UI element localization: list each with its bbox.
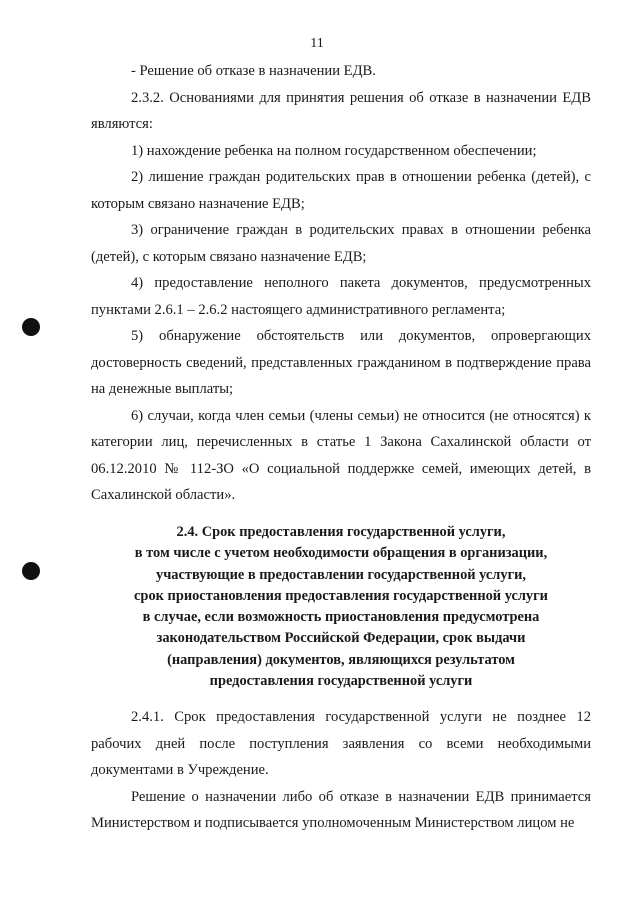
section-title <box>91 522 591 692</box>
section-title-line: предоставления государственной услуги <box>209 673 473 690</box>
section-title-line: срок приостановления предоставления государственной услуги <box>134 587 548 604</box>
paragraph: 2.3.2. Основаниями для принятия решения об отказе в назначении ЕДВ являются: <box>91 89 591 132</box>
punch-hole <box>22 318 40 336</box>
section-title-line: участвующие в предоставлении государственной услуги, <box>156 566 526 583</box>
section-title-line: (направления) документов, являющихся результатом <box>167 651 515 668</box>
body-text-top <box>91 58 591 509</box>
paragraph: 4) предоставление неполного пакета документов, предусмотренных пунктами 2.6.1 – 2.6.2 настоящего административного регламента; <box>91 275 591 318</box>
paragraph: 1) нахождение ребенка на полном государственном обеспечении; <box>131 142 537 159</box>
paragraph: 2) лишение граждан родительских прав в отношении ребенка (детей), с которым связано назначение ЕДВ; <box>91 169 591 212</box>
section-title-line: в случае, если возможность приостановления предусмотрена <box>142 609 540 626</box>
paragraph: Решение о назначении либо об отказе в назначении ЕДВ принимается Министерством и подписывается уполномоченным Министерством лицом не <box>91 788 591 831</box>
section-title-line: 2.4. Срок предоставления государственной услуги, <box>176 524 506 540</box>
paragraph: 3) ограничение граждан в родительских правах в отношении ребенка (детей), с которым связано назначение ЕДВ; <box>91 222 591 265</box>
punch-hole <box>22 562 40 580</box>
section-title-line: законодательством Российской Федерации, срок выдачи <box>156 630 526 647</box>
paragraph: 5) обнаружение обстоятельств или документов, опровергающих достоверность сведений, представленных гражданином в подтверждение права на денежные выплаты; <box>91 328 591 397</box>
section-title-line: в том числе с учетом необходимости обращения в организации, <box>134 545 548 562</box>
page-number: 11 <box>310 36 324 51</box>
paragraph: 2.4.1. Срок предоставления государственной услуги не позднее 12 рабочих дней после поступления заявления со всеми необходимыми документами в Учреждение. <box>91 709 591 778</box>
body-text-bottom <box>91 704 591 837</box>
paragraph: 6) случаи, когда член семьи (члены семьи) не относится (не относятся) к категории лиц, перечисленных в статье 1 Закона Сахалинской области от 06.12.2010 № 112-ЗО «О социальной поддержке семей, имеющих детей, в Сахалинской области». <box>91 407 591 503</box>
paragraph: - Решение об отказе в назначении ЕДВ. <box>131 63 376 79</box>
